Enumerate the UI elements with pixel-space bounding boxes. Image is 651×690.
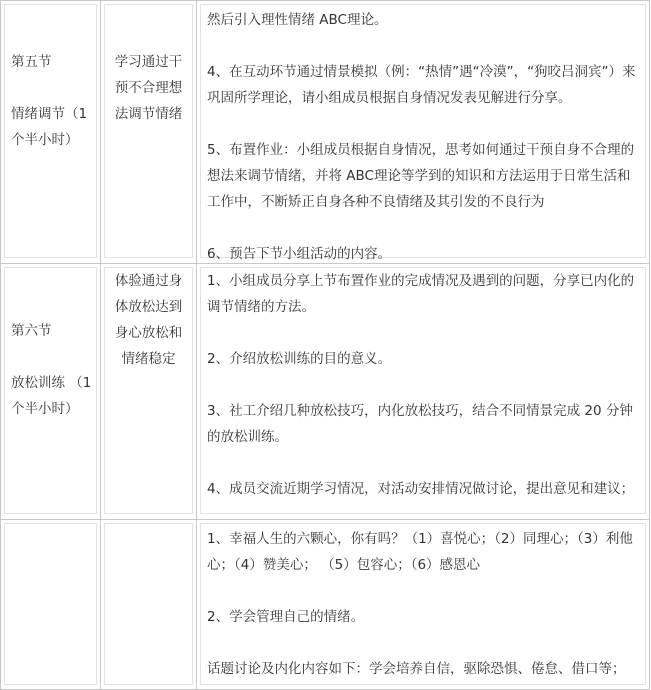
session-cell: [1, 1, 101, 264]
content-cell: [197, 520, 650, 690]
content-paragraph: 3、社工介绍几种放松技巧，内化放松技巧，结合不同情景完成 20 分钟的放松训练。: [207, 403, 633, 445]
table-row-session-6: [1, 264, 650, 520]
session-goal: 学习通过干预不合理想法调节情绪: [114, 54, 183, 122]
session-topic: 放松训练 （1个半小时）: [11, 375, 92, 417]
goal-cell: [101, 1, 197, 264]
content-paragraph: 话题讨论及内化内容如下：学会培养自信，驱除恐惧、倦怠、借口等；: [207, 661, 626, 677]
session-topic: 情绪调节（1个半小时）: [11, 106, 88, 148]
content-paragraph: 4、在互动环节通过情景模拟（例：“热情”遇“冷漠”，“狗咬吕洞宾”）来巩固所学理论，请小组成员根据自身情况发表见解进行分享。: [207, 64, 636, 106]
content-cell: [197, 1, 650, 264]
session-cell: [1, 264, 101, 520]
session-goal: 体验通过身体放松达到身心放松和情绪稳定: [114, 273, 183, 367]
goal-cell: [101, 520, 197, 690]
session-label: 第六节: [11, 323, 52, 339]
content-paragraph: 5、布置作业：小组成员根据自身情况，思考如何通过干预自身不合理的想法来调节情绪，并将 ABC理论等学到的知识和方法运用于日常生活和工作中，不断矫正自身各种不良情绪及其引发的不良行为: [207, 142, 635, 210]
content-paragraph: 4、成员交流近期学习情况，对活动安排情况做讨论，提出意见和建议；: [207, 481, 635, 497]
goal-cell: [101, 264, 197, 520]
session-label: 第五节: [11, 54, 52, 70]
content-cell: [197, 264, 650, 520]
table-row-session-5: [1, 1, 650, 264]
content-paragraph: 1、幸福人生的六颗心，你有吗？（1）喜悦心；（2）同理心；（3）利他心；（4）赞美心； （5）包容心；（6）感恩心: [207, 531, 633, 573]
content-paragraph: 然后引入理性情绪 ABC理论。: [207, 12, 388, 28]
content-paragraph: 2、学会管理自己的情绪。: [207, 609, 365, 625]
content-paragraph: 6、预告下节小组活动的内容。: [207, 246, 392, 262]
session-cell: [1, 520, 101, 690]
content-paragraph: 2、介绍放松训练的目的意义。: [207, 351, 392, 367]
content-paragraph: 1、小组成员分享上节布置作业的完成情况及遇到的问题，分享已内化的调节情绪的方法。: [207, 273, 635, 315]
table-row-continued: [1, 520, 650, 690]
